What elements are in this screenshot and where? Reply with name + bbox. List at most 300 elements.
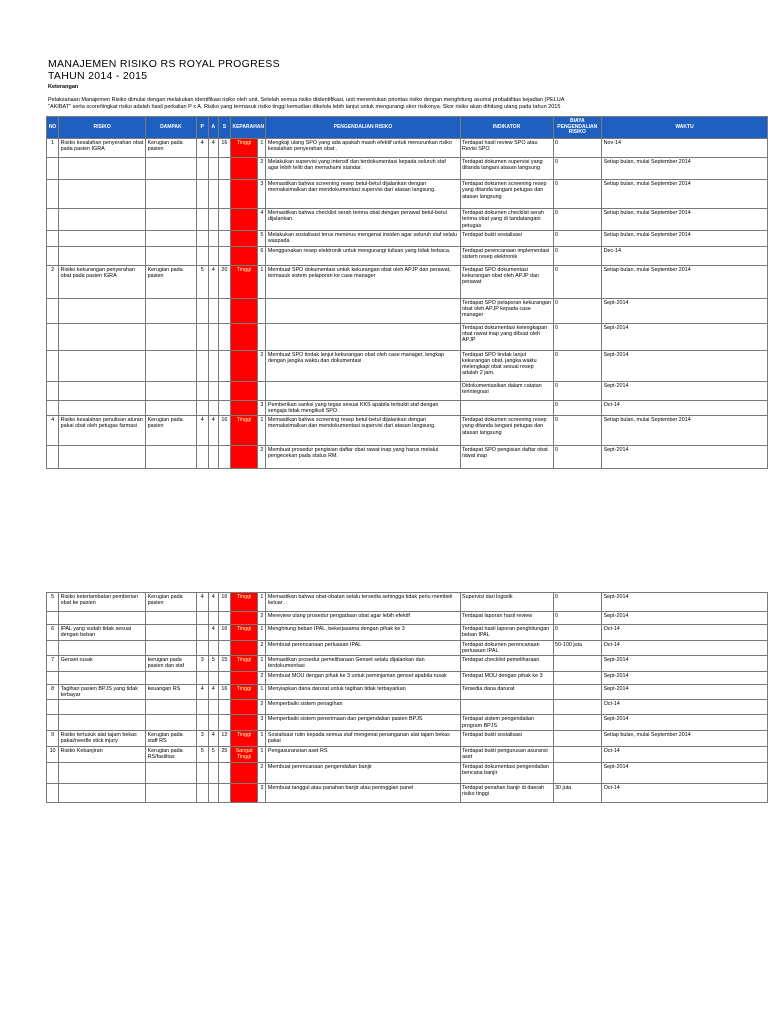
cell-no: 5 [47, 593, 59, 612]
cell-p: 3 [196, 656, 208, 672]
cell-a [208, 446, 218, 469]
table-header-row [47, 117, 768, 139]
cell-a: 4 [208, 416, 218, 446]
cell-s [218, 783, 230, 802]
cell-tingkat [230, 640, 257, 656]
cell-tingkat [230, 446, 257, 469]
cell-no: 8 [47, 684, 59, 700]
cell-waktu: Oct-14 [602, 400, 768, 416]
cell-s: 16 [218, 139, 230, 158]
cell-a [208, 700, 218, 715]
cell-pengendalian: Memastikan bahwa obat-obatan selalu tersedia sehingga tidak perlu membeli keluar . [266, 593, 460, 612]
cell-dampak [146, 350, 197, 381]
cell-tingkat [230, 671, 257, 684]
cell-p: 5 [196, 746, 208, 762]
cell-risiko: Risiko tertusuk alat tajam bekas pakai/needle stick injury [59, 730, 146, 746]
cell-waktu: Setiap bulan, mulai September 2014 [602, 209, 768, 231]
cell-indikator: Terdapat hasil laporan penghitungan beban IPAL [460, 625, 553, 641]
cell-s [218, 323, 230, 350]
cell-step: 3 [258, 400, 266, 416]
cell-indikator: Terdapat dokumen checklist serah terima obat yang di tandatangani petugas [460, 209, 553, 231]
cell-risiko [59, 381, 146, 400]
cell-s: 12 [218, 730, 230, 746]
cell-pengendalian: Melakukan supervisi yang intensif dan terdokumentasi kepada seluruh staf agar lebih teliti dan memahami standar. [266, 158, 460, 180]
cell-s [218, 700, 230, 715]
cell-biaya: 30 juta [553, 783, 602, 802]
cell-waktu: Oct-14 [602, 783, 768, 802]
cell-tingkat: Tinggi [230, 684, 257, 700]
cell-tingkat [230, 762, 257, 783]
cell-tingkat [230, 381, 257, 400]
cell-s [218, 671, 230, 684]
table-row [47, 671, 768, 684]
cell-waktu: Sept-2014 [602, 612, 768, 625]
cell-step: 3 [258, 783, 266, 802]
cell-biaya: 0 [553, 612, 602, 625]
cell-risiko [59, 783, 146, 802]
table-row [47, 656, 768, 672]
cell-pengendalian: Menyiapkan dana darurat untuk tagihan tidak terbayarkan [266, 684, 460, 700]
cell-p: 4 [196, 416, 208, 446]
doc-title: MANAJEMEN RISIKO RS ROYAL PROGRESS [48, 58, 280, 70]
cell-biaya [553, 730, 602, 746]
cell-p [196, 715, 208, 731]
cell-s: 16 [218, 416, 230, 446]
cell-risiko [59, 323, 146, 350]
cell-waktu: Dec-14 [602, 246, 768, 265]
cell-step: 2 [258, 640, 266, 656]
cell-p [196, 400, 208, 416]
cell-tingkat: Tinggi [230, 656, 257, 672]
cell-pengendalian: Memperbaiki sistem penerimaan dan pengendalian pasien BPJS [266, 715, 460, 731]
cell-s [218, 209, 230, 231]
cell-biaya: 0 [553, 298, 602, 323]
cell-waktu: Sept-2014 [602, 715, 768, 731]
cell-risiko [59, 762, 146, 783]
cell-step: 2 [258, 762, 266, 783]
cell-indikator: Terdapat sistem pengendalian program BPJS [460, 715, 553, 731]
cell-no: 9 [47, 730, 59, 746]
cell-indikator: Terdapat SPO pelaporan kekurangan obat oleh APJP kepada case manager [460, 298, 553, 323]
col-s: S [218, 117, 230, 139]
table-body-bottom [47, 593, 768, 803]
cell-step: 2 [258, 158, 266, 180]
cell-p [196, 640, 208, 656]
cell-biaya: 0 [553, 400, 602, 416]
cell-indikator: Terdapat SPO dokumentasi kekurangan obat oleh APJP dan perawat [460, 265, 553, 298]
cell-step: 1 [258, 746, 266, 762]
cell-no [47, 180, 59, 209]
cell-dampak [146, 700, 197, 715]
cell-indikator: Terdapat dokumen screening resep yang ditanda tangani petugas dan atasan langsung [460, 180, 553, 209]
cell-step [258, 381, 266, 400]
cell-no [47, 640, 59, 656]
cell-risiko: Risiko keterlambatan pemberian obat ke pasien [59, 593, 146, 612]
cell-tingkat [230, 715, 257, 731]
cell-step: 1 [258, 684, 266, 700]
cell-p [196, 446, 208, 469]
cell-waktu: Oct-14 [602, 700, 768, 715]
cell-a [208, 715, 218, 731]
cell-waktu: Sept-2014 [602, 671, 768, 684]
cell-tingkat [230, 323, 257, 350]
cell-s: 25 [218, 746, 230, 762]
table-row [47, 612, 768, 625]
cell-no [47, 783, 59, 802]
cell-biaya [553, 656, 602, 672]
cell-waktu: Setiap bulan, mulai September 2014 [602, 180, 768, 209]
cell-risiko [59, 400, 146, 416]
cell-pengendalian [266, 381, 460, 400]
cell-p [196, 231, 208, 247]
cell-a [208, 180, 218, 209]
cell-no: 10 [47, 746, 59, 762]
doc-period: TAHUN 2014 - 2015 [48, 70, 148, 82]
cell-waktu: Sept-2014 [602, 656, 768, 672]
col-indikator: INDIKATOR [460, 117, 553, 139]
cell-no [47, 671, 59, 684]
cell-s [218, 158, 230, 180]
cell-dampak [146, 625, 197, 641]
cell-indikator: Terdapat bukti sosialisasi [460, 730, 553, 746]
cell-risiko [59, 209, 146, 231]
cell-tingkat: Tinggi [230, 593, 257, 612]
cell-s [218, 762, 230, 783]
cell-a [208, 400, 218, 416]
cell-p [196, 612, 208, 625]
cell-biaya: 0 [553, 180, 602, 209]
cell-risiko: Genset rusak [59, 656, 146, 672]
cell-no: 2 [47, 265, 59, 298]
cell-step [258, 298, 266, 323]
risk-table-top [46, 116, 768, 469]
cell-risiko [59, 158, 146, 180]
cell-step: 2 [258, 700, 266, 715]
cell-dampak: Kerugian pada pasien [146, 139, 197, 158]
cell-pengendalian: Sosialisasi rutin kepada semua staf mengenai penanganan alat tajam bekas pakai [266, 730, 460, 746]
cell-no [47, 209, 59, 231]
cell-biaya: 0 [553, 416, 602, 446]
cell-dampak [146, 298, 197, 323]
cell-pengendalian: Memastikan prosedur pemeliharaan Genset selalu dijalankan dan terdokumentasi [266, 656, 460, 672]
cell-no [47, 231, 59, 247]
cell-tingkat [230, 400, 257, 416]
cell-dampak [146, 381, 197, 400]
cell-pengendalian [266, 298, 460, 323]
cell-no [47, 762, 59, 783]
cell-tingkat [230, 350, 257, 381]
cell-s [218, 640, 230, 656]
cell-s [218, 180, 230, 209]
cell-pengendalian: Memastikan bahwa checklist serah terima obat dengan perawat betul-betul dijalankan. [266, 209, 460, 231]
cell-dampak: Kerugian pada pasien [146, 416, 197, 446]
table-row [47, 640, 768, 656]
cell-p [196, 625, 208, 641]
cell-tingkat: Tinggi [230, 139, 257, 158]
cell-waktu: Sept-2014 [602, 323, 768, 350]
cell-pengendalian: Memastikan bahwa screening resep betul-betul dijalankan dengan memaksimalkan dan mendokumentasi supervisi dari atasan langsung. [266, 180, 460, 209]
cell-waktu: Nov-14 [602, 139, 768, 158]
cell-no [47, 400, 59, 416]
cell-a [208, 298, 218, 323]
table-row [47, 139, 768, 158]
cell-a [208, 323, 218, 350]
cell-indikator [460, 700, 553, 715]
table-row [47, 298, 768, 323]
cell-biaya: 0 [553, 209, 602, 231]
cell-s [218, 715, 230, 731]
cell-pengendalian: Membuat SPO tindak lanjut kekurangan obat oleh case manager, lengkap dengan jangka waktu dan dokumentasi [266, 350, 460, 381]
cell-step: 3 [258, 715, 266, 731]
cell-p: 3 [196, 730, 208, 746]
col-a: A [208, 117, 218, 139]
col-biaya: BIAYA PENGENDALIAN RISIKO [553, 117, 602, 139]
cell-indikator [460, 400, 553, 416]
cell-p [196, 209, 208, 231]
cell-dampak [146, 671, 197, 684]
cell-s [218, 350, 230, 381]
cell-risiko [59, 231, 146, 247]
table-row [47, 400, 768, 416]
note-line-2: "AKIBAT" serta score/tingkat risiko adalah hasil perkalian P x A. Risiko yang termasuk risiko tinggi kemudian dikelola lebih lanjut untuk mengurangi skor risikonya. Skor risiko akan dihitung ulang pada tahun 2015 [48, 104, 561, 110]
table-row [47, 231, 768, 247]
cell-s [218, 446, 230, 469]
cell-indikator: Terdapat bukti pengurusan asuransi aset [460, 746, 553, 762]
cell-waktu: Oct-14 [602, 640, 768, 656]
cell-a [208, 246, 218, 265]
cell-p: 4 [196, 684, 208, 700]
cell-risiko [59, 640, 146, 656]
cell-indikator: Terdapat bukti sosialisasi [460, 231, 553, 247]
cell-p: 5 [196, 265, 208, 298]
cell-dampak [146, 180, 197, 209]
cell-risiko: Risiko Kebanjiran [59, 746, 146, 762]
cell-indikator: Terdapat MOU dengan pihak ke 3 [460, 671, 553, 684]
cell-no: 4 [47, 416, 59, 446]
cell-risiko [59, 350, 146, 381]
cell-biaya [553, 671, 602, 684]
cell-pengendalian: Menghitung beban IPAL, bekerjasama dengan pihak ke 3 [266, 625, 460, 641]
cell-dampak: Kerugian pada staff RS [146, 730, 197, 746]
cell-dampak [146, 231, 197, 247]
cell-biaya: 0 [553, 446, 602, 469]
table-row [47, 625, 768, 641]
cell-no [47, 246, 59, 265]
cell-pengendalian: Melakukan sosialisasi terus menerus mengenai insiden agar seluruh staf selalu waspada [266, 231, 460, 247]
cell-s [218, 381, 230, 400]
cell-a [208, 671, 218, 684]
cell-a [208, 783, 218, 802]
cell-risiko [59, 700, 146, 715]
cell-risiko [59, 446, 146, 469]
cell-tingkat [230, 158, 257, 180]
col-keparahan: KEPARAHAN [230, 117, 265, 139]
cell-biaya [553, 746, 602, 762]
cell-p: 4 [196, 139, 208, 158]
col-dampak: DAMPAK [146, 117, 197, 139]
cell-tingkat: Tinggi [230, 730, 257, 746]
cell-dampak: keuangan RS [146, 684, 197, 700]
cell-waktu: Setiap bulan, mulai September 2014 [602, 231, 768, 247]
cell-indikator: Terdapat laporan hasil review [460, 612, 553, 625]
cell-biaya: 0 [553, 139, 602, 158]
cell-step: 1 [258, 625, 266, 641]
cell-indikator: Tersedia dana darurat [460, 684, 553, 700]
cell-risiko [59, 180, 146, 209]
cell-waktu: Setiap bulan, mulai September 2014 [602, 158, 768, 180]
cell-pengendalian: Membuat tanggul atau panahan banjir atau peninggian panel [266, 783, 460, 802]
table-row [47, 323, 768, 350]
table-row [47, 783, 768, 802]
cell-pengendalian: Pemberikan sanksi yang tegas sesuai KKS apabila terbukti staf dengan sengaja tidak mengikuti SPO. [266, 400, 460, 416]
cell-s: 16 [218, 593, 230, 612]
table-row [47, 593, 768, 612]
cell-biaya: 0 [553, 231, 602, 247]
cell-risiko: Tagihan pasien BPJS yang tidak terbayar [59, 684, 146, 700]
section-label: Keterangan [48, 84, 79, 90]
table-row [47, 350, 768, 381]
cell-dampak [146, 640, 197, 656]
cell-indikator: Terdapat checklist pemeliharaan [460, 656, 553, 672]
col-p: P [196, 117, 208, 139]
cell-p [196, 298, 208, 323]
cell-s [218, 612, 230, 625]
cell-biaya: 0 [553, 625, 602, 641]
table-row [47, 446, 768, 469]
cell-a: 5 [208, 746, 218, 762]
cell-waktu: Sept-2014 [602, 350, 768, 381]
cell-dampak: Kerugian pada pasien [146, 265, 197, 298]
cell-pengendalian: Mengkaji ulang SPO yang ada apakah masih efektif untuk menurunkan risiko kesalahan penyerahan obat . [266, 139, 460, 158]
cell-no [47, 158, 59, 180]
cell-waktu: Sept-2014 [602, 446, 768, 469]
cell-pengendalian: Memastikan bahwa screening resep betul-betul dijalankan dengan memaksimalkan dan mendokumentasi supervisi dari atasan langsung. [266, 416, 460, 446]
cell-pengendalian: Membuat perencanaan pengendalian banjir [266, 762, 460, 783]
cell-pengendalian: Membuat MOU dengan pihak ke 3 untuk peminjaman genset apabila rusak [266, 671, 460, 684]
table-row [47, 246, 768, 265]
cell-dampak: Kerugian pada pasien [146, 593, 197, 612]
cell-dampak [146, 400, 197, 416]
cell-step: 2 [258, 671, 266, 684]
cell-s [218, 298, 230, 323]
cell-s [218, 246, 230, 265]
cell-risiko: Risiko kekurangan penyerahan obat pada pasien IGRA [59, 265, 146, 298]
cell-step: 3 [258, 180, 266, 209]
cell-pengendalian: Menggunakan resep elektronik untuk mengurangi tulisan yang tidak terbaca. [266, 246, 460, 265]
cell-p [196, 158, 208, 180]
cell-a [208, 158, 218, 180]
cell-step: 1 [258, 656, 266, 672]
cell-a [208, 350, 218, 381]
cell-p [196, 246, 208, 265]
cell-dampak [146, 323, 197, 350]
cell-tingkat [230, 209, 257, 231]
cell-tingkat [230, 612, 257, 625]
table-row [47, 715, 768, 731]
cell-step: 2 [258, 446, 266, 469]
cell-a: 5 [208, 656, 218, 672]
col-no: NO [47, 117, 59, 139]
cell-biaya: 0 [553, 593, 602, 612]
cell-tingkat [230, 231, 257, 247]
cell-tingkat [230, 783, 257, 802]
cell-indikator: Terdapat penahan banjir di daerah risiko tinggi [460, 783, 553, 802]
table-row [47, 730, 768, 746]
cell-dampak [146, 446, 197, 469]
cell-waktu: Setiap bulan, mulai September 2014 [602, 730, 768, 746]
cell-waktu: Oct-14 [602, 625, 768, 641]
cell-risiko [59, 612, 146, 625]
cell-waktu: Sept-2014 [602, 381, 768, 400]
cell-waktu: Oct-14 [602, 746, 768, 762]
cell-biaya: 0 [553, 350, 602, 381]
cell-indikator: Didokumentasikan dalam catatan terintegrasi [460, 381, 553, 400]
cell-a [208, 762, 218, 783]
cell-step: 2 [258, 612, 266, 625]
table-body-top [47, 139, 768, 469]
cell-p [196, 783, 208, 802]
cell-tingkat [230, 700, 257, 715]
cell-a: 4 [208, 265, 218, 298]
cell-dampak [146, 762, 197, 783]
cell-waktu: Sept-2014 [602, 298, 768, 323]
cell-no: 7 [47, 656, 59, 672]
cell-s: 20 [218, 265, 230, 298]
cell-a [208, 381, 218, 400]
cell-no [47, 298, 59, 323]
table-row [47, 746, 768, 762]
cell-no [47, 323, 59, 350]
cell-tingkat: Tinggi [230, 416, 257, 446]
cell-indikator: Terdapat perencanaan implementasi sistem resep elektronik [460, 246, 553, 265]
cell-tingkat: Tinggi [230, 625, 257, 641]
cell-risiko [59, 246, 146, 265]
cell-biaya: 0 [553, 158, 602, 180]
cell-pengendalian: Membuat prosedur pengisian daftar obat rawat inap yang harus melalui pengecekan pada status RM. [266, 446, 460, 469]
cell-dampak [146, 246, 197, 265]
cell-no [47, 446, 59, 469]
cell-a: 4 [208, 625, 218, 641]
table-row [47, 416, 768, 446]
cell-step: 1 [258, 416, 266, 446]
cell-s: 15 [218, 656, 230, 672]
cell-tingkat [230, 298, 257, 323]
cell-step: 5 [258, 231, 266, 247]
cell-step: 1 [258, 139, 266, 158]
cell-waktu: Sept-2014 [602, 593, 768, 612]
cell-pengendalian: Membuat perencanaan perluasan IPAL [266, 640, 460, 656]
cell-no [47, 715, 59, 731]
cell-pengendalian: Memperbaiki sistem penagihan [266, 700, 460, 715]
cell-no: 1 [47, 139, 59, 158]
table-row [47, 381, 768, 400]
cell-a [208, 612, 218, 625]
col-waktu: WAKTU [602, 117, 768, 139]
cell-indikator: Terdapat dokumentasi kelengkapan obat rawat inap yang dibuat oleh APJP [460, 323, 553, 350]
cell-p [196, 762, 208, 783]
col-pengendalian: PENGENDALIAN RISIKO [266, 117, 460, 139]
col-risiko: RISIKO [59, 117, 146, 139]
cell-p [196, 381, 208, 400]
table-row [47, 209, 768, 231]
cell-waktu: Sept-2014 [602, 684, 768, 700]
cell-biaya: 0 [553, 246, 602, 265]
cell-dampak [146, 715, 197, 731]
cell-step [258, 323, 266, 350]
cell-no [47, 381, 59, 400]
cell-dampak [146, 158, 197, 180]
cell-biaya: 0 [553, 323, 602, 350]
